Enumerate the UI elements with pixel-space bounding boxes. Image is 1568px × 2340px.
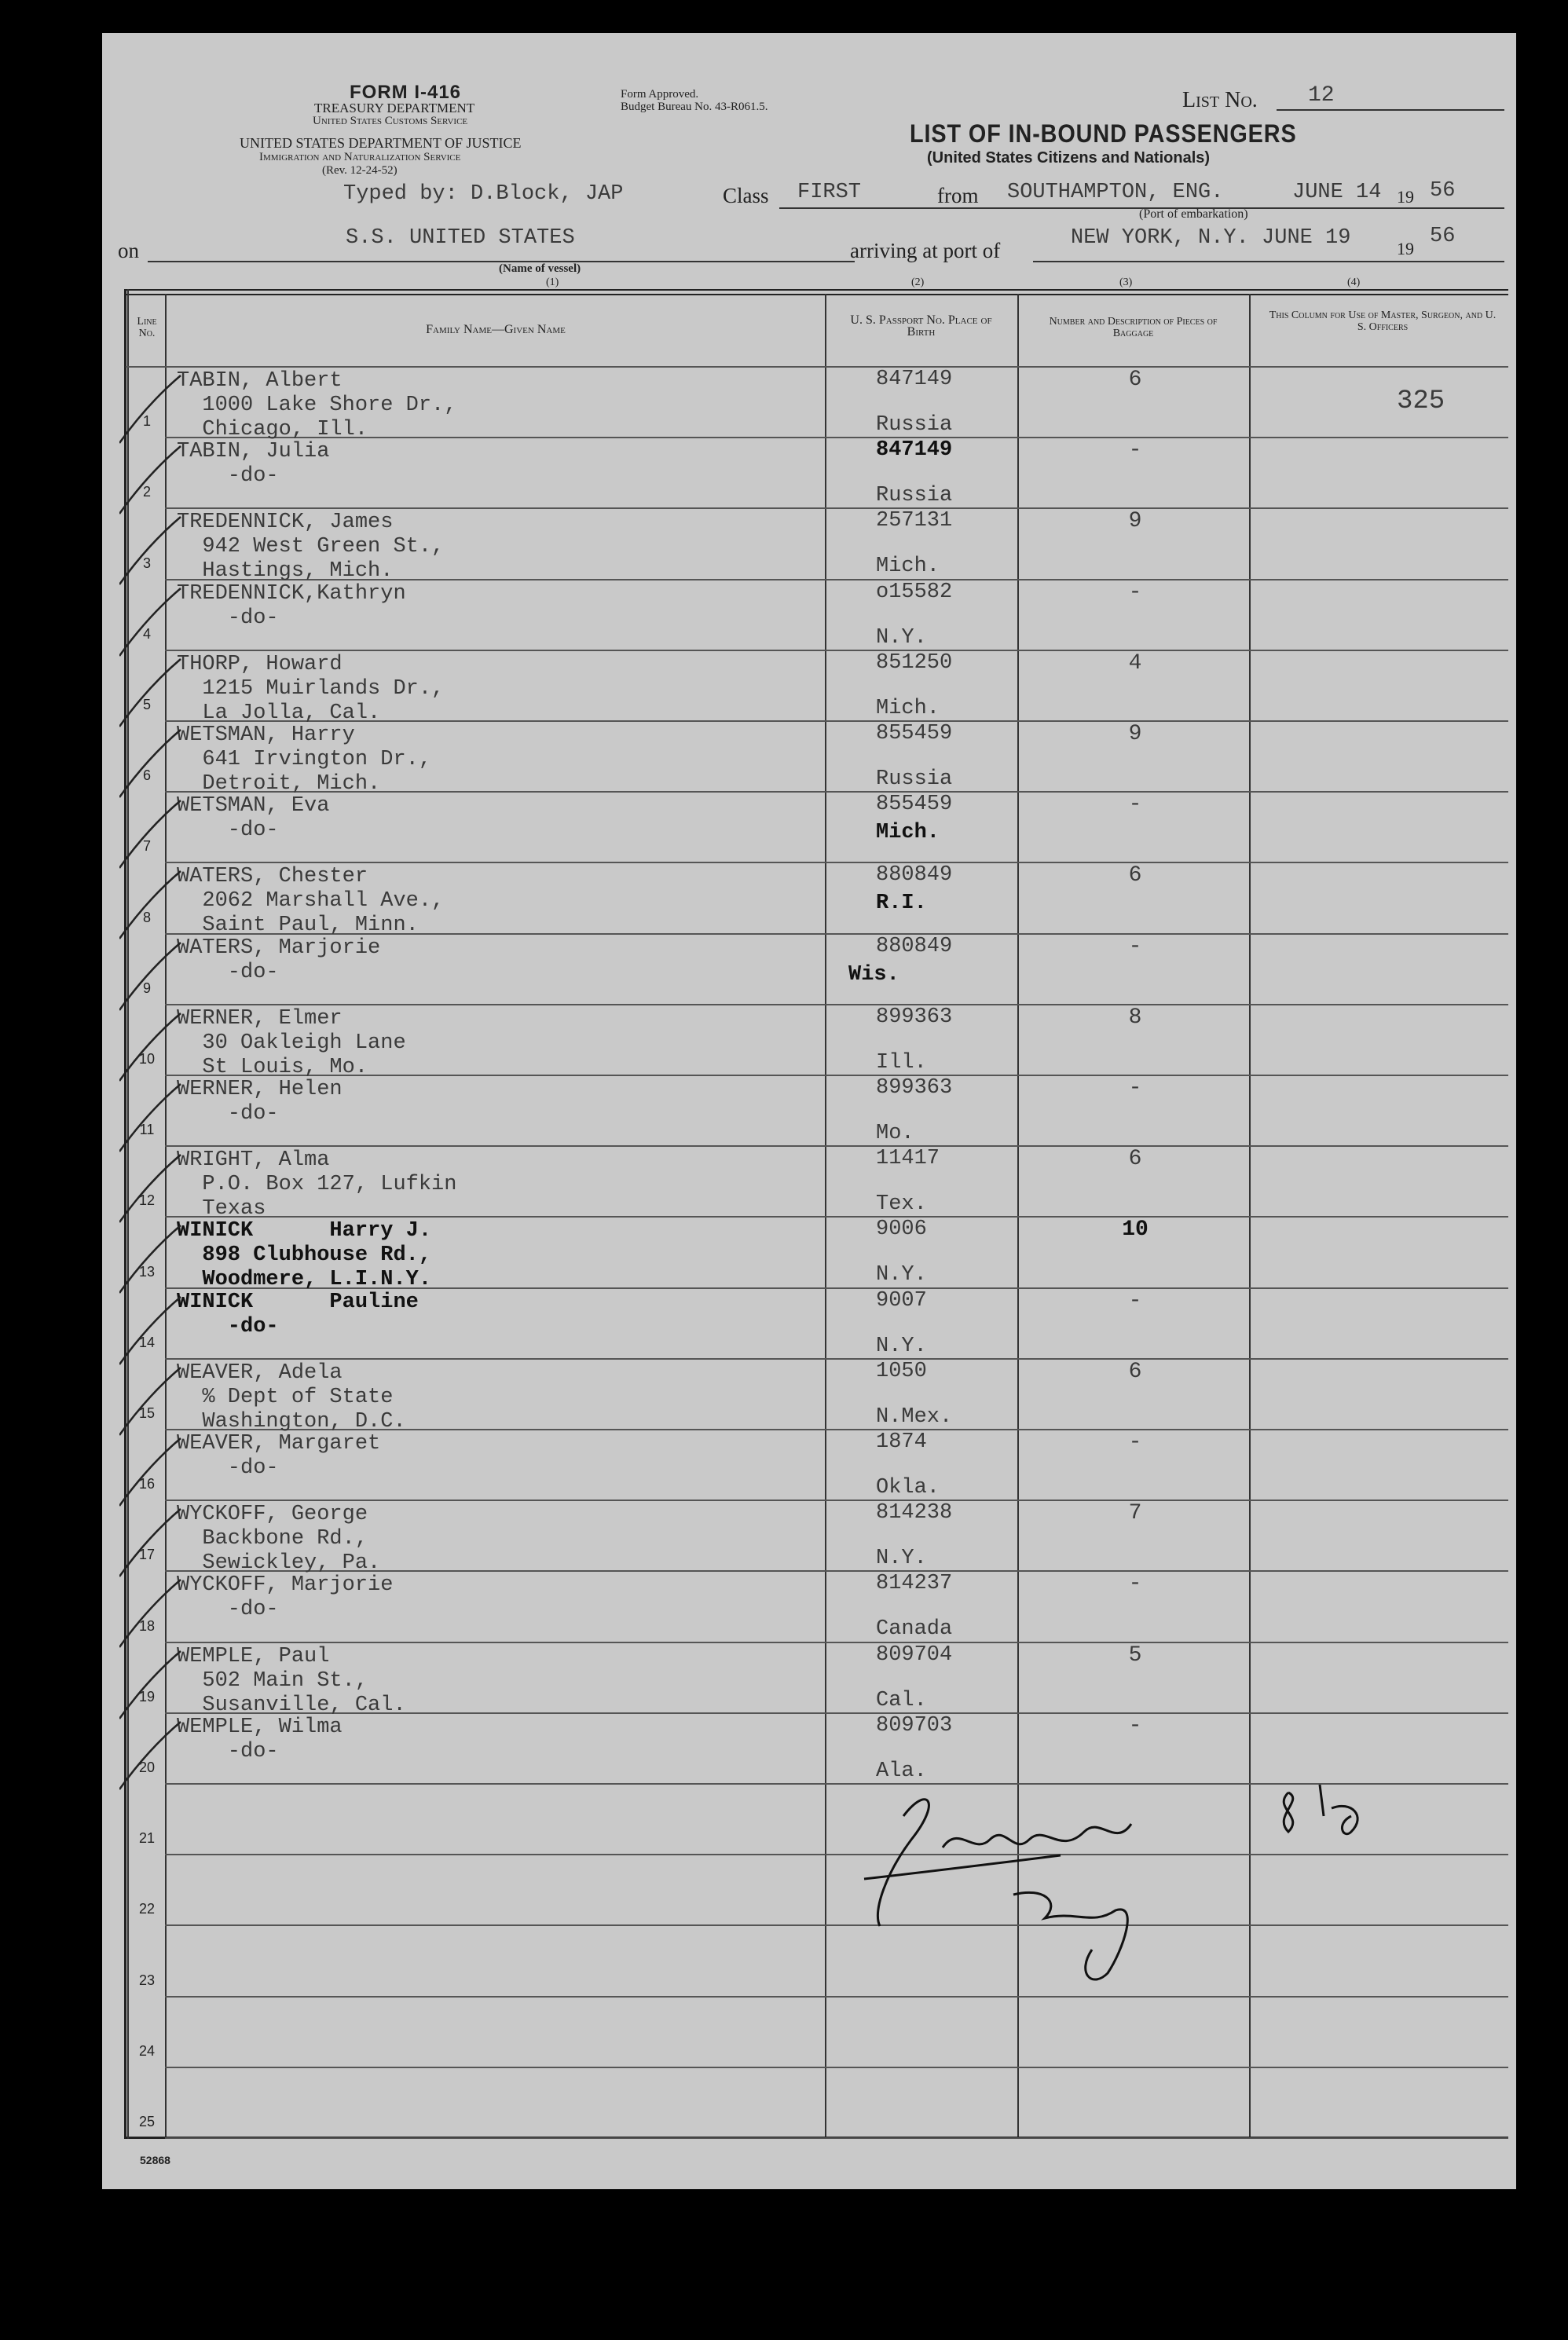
initials-mark [1265, 1769, 1390, 1863]
row-divider [165, 1924, 1508, 1926]
class-label: Class [723, 184, 769, 207]
dept-justice: UNITED STATES DEPARTMENT OF JUSTICE [240, 135, 522, 151]
class-value: FIRST [797, 181, 862, 204]
place-of-birth: N.Y. [876, 1547, 927, 1571]
passport-number: 880849 [876, 863, 953, 888]
passenger-name-line: WETSMAN, Harry [177, 723, 355, 747]
place-of-birth: N.Y. [876, 1334, 927, 1358]
baggage-count: - [1128, 580, 1142, 605]
passenger-name-line: TREDENNICK, James [177, 511, 394, 535]
check-mark [119, 445, 182, 515]
check-mark [119, 799, 182, 870]
form-paper [102, 33, 1516, 2189]
baggage-count: 6 [1128, 863, 1142, 888]
passport-number: 814238 [876, 1501, 953, 1525]
passenger-name-line: WYCKOFF, George [177, 1503, 368, 1527]
place-of-birth: Mo. [876, 1122, 914, 1145]
place-of-birth: Canada [876, 1617, 953, 1642]
header-line-no: Line No. [137, 316, 157, 339]
line-number: 15 [138, 1405, 156, 1421]
place-of-birth: Cal. [876, 1688, 927, 1712]
passenger-name-line: WYCKOFF, Marjorie [177, 1573, 394, 1598]
passenger-name-line: -do- [177, 1456, 279, 1480]
passenger-name-line: WATERS, Marjorie [177, 936, 381, 960]
header-officers: This Column for Use of Master, Surgeon, and U. S. Officers [1269, 309, 1497, 333]
col-num-3: (3) [1119, 276, 1133, 288]
check-mark [119, 1366, 182, 1437]
passport-number: 809704 [876, 1642, 953, 1667]
passenger-name-line: Saint Paul, Minn. [177, 914, 419, 938]
passenger-name-line: La Jolla, Cal. [177, 701, 381, 725]
baggage-count: - [1128, 793, 1142, 818]
line-number: 9 [142, 980, 151, 996]
baggage-count: - [1128, 1288, 1142, 1313]
arrival-port: NEW YORK, N.Y. JUNE 19 [1071, 226, 1351, 250]
embark-date: JUNE 14 [1292, 181, 1382, 204]
row-divider [165, 650, 1508, 651]
passenger-name-line: Backbone Rd., [177, 1527, 368, 1551]
passenger-name-line: 30 Oakleigh Lane [177, 1031, 406, 1055]
row-divider [165, 1500, 1508, 1501]
passenger-name-line: Texas [177, 1197, 266, 1221]
line-number: 23 [138, 1972, 156, 1988]
passenger-name-line: -do- [177, 1598, 279, 1622]
place-of-birth: Russia [876, 413, 953, 437]
footer-code: 52868 [140, 2154, 170, 2166]
passport-number: 880849 [876, 934, 953, 958]
baggage-count: - [1128, 1572, 1142, 1597]
baggage-count: 6 [1128, 1359, 1142, 1384]
baggage-count: - [1128, 438, 1142, 463]
passenger-name-line: -do- [177, 1102, 279, 1126]
passenger-name-line: WEAVER, Adela [177, 1360, 343, 1385]
baggage-count: 6 [1128, 1147, 1142, 1172]
place-of-birth: Okla. [876, 1476, 940, 1500]
baggage-count: 5 [1128, 1642, 1142, 1668]
passenger-name-line: WEAVER, Margaret [177, 1432, 381, 1456]
baggage-count: 8 [1128, 1005, 1142, 1030]
form-number: FORM I-416 [350, 82, 462, 103]
treasury-department: TREASURY DEPARTMENT [314, 101, 475, 115]
arriving-label: arriving at port of [850, 239, 1001, 262]
check-mark [119, 1153, 182, 1224]
passport-number: 855459 [876, 793, 953, 817]
embark-year: 56 [1430, 179, 1456, 203]
passport-number: 899363 [876, 1005, 953, 1029]
baggage-count: 10 [1122, 1218, 1149, 1243]
passenger-name-line: -do- [177, 1314, 279, 1338]
baggage-count: - [1128, 934, 1142, 959]
passenger-name-line: -do- [177, 464, 279, 489]
passenger-name-line: -do- [177, 606, 279, 630]
passenger-name-line: Sewickley, Pa. [177, 1551, 381, 1576]
form-title: LIST OF IN-BOUND PASSENGERS [910, 119, 1297, 148]
passenger-name-line: TREDENNICK,Kathryn [177, 581, 406, 606]
line-number: 4 [142, 625, 151, 642]
place-of-birth: N.Y. [876, 625, 927, 650]
passenger-name-line: -do- [177, 818, 279, 843]
port-of-embarkation: SOUTHAMPTON, ENG. [1007, 181, 1224, 204]
passenger-name-line: P.O. Box 127, Lufkin [177, 1173, 457, 1197]
check-mark [119, 1720, 182, 1791]
row-divider [165, 1358, 1508, 1360]
arrival-year-prefix: 19 [1397, 239, 1414, 258]
col-num-1: (1) [546, 276, 559, 288]
line-number: 25 [138, 2114, 156, 2129]
line-number: 17 [138, 1547, 156, 1563]
passport-number: 9006 [876, 1218, 927, 1242]
inspector-signature [856, 1769, 1249, 1997]
line-number: 13 [138, 1263, 156, 1280]
check-mark [119, 657, 182, 728]
passenger-name-line: St Louis, Mo. [177, 1055, 368, 1079]
form-approved: Form Approved. [621, 88, 699, 101]
check-mark [119, 1650, 182, 1720]
passenger-name-line: TABIN, Julia [177, 440, 330, 464]
place-of-birth: Tex. [876, 1192, 927, 1217]
row-divider [165, 2137, 1508, 2139]
place-of-birth: Mich. [876, 555, 940, 579]
passenger-name-line: Detroit, Mich. [177, 772, 381, 796]
row-divider [165, 1996, 1508, 1998]
passenger-name-line: WRIGHT, Alma [177, 1148, 330, 1173]
col-num-4: (4) [1347, 276, 1361, 288]
check-mark [119, 1507, 182, 1578]
row-divider [165, 862, 1508, 863]
passenger-name-line: 942 West Green St., [177, 535, 445, 559]
customs-service: United States Customs Service [313, 115, 468, 127]
passport-number: 9007 [876, 1288, 927, 1313]
embark-year-prefix: 19 [1397, 187, 1414, 207]
passport-number: 851250 [876, 650, 953, 675]
check-mark [119, 1578, 182, 1649]
port-embark-caption: (Port of embarkation) [1139, 207, 1248, 221]
revision: (Rev. 12-24-52) [322, 164, 397, 177]
place-of-birth: Wis. [848, 962, 899, 987]
form-subtitle: (United States Citizens and Nationals) [927, 149, 1211, 167]
check-mark [119, 1082, 182, 1153]
check-mark [119, 1437, 182, 1507]
passenger-name-line: -do- [177, 1739, 279, 1763]
officer-note: 325 [1397, 386, 1445, 416]
budget-bureau: Budget Bureau No. 43-R061.5. [621, 101, 768, 113]
passenger-name-line: WETSMAN, Eva [177, 794, 330, 818]
passenger-name-line: 898 Clubhouse Rd., [177, 1243, 432, 1268]
passport-number: 809703 [876, 1713, 953, 1738]
line-number: 11 [139, 1122, 155, 1138]
passenger-name-line: WERNER, Helen [177, 1078, 343, 1101]
check-mark [119, 1224, 182, 1295]
check-mark [119, 515, 182, 586]
row-divider [165, 1216, 1508, 1218]
passenger-name-line: % Dept of State [177, 1385, 394, 1409]
check-mark [119, 1295, 182, 1366]
passenger-name-line: 1215 Muirlands Dr., [177, 676, 445, 701]
passport-number: 899363 [876, 1076, 953, 1100]
header-baggage: Number and Description of Pieces of Baggage [1049, 316, 1218, 339]
baggage-count: 7 [1128, 1501, 1142, 1526]
check-mark [119, 374, 182, 445]
row-divider [165, 1145, 1508, 1147]
passport-number: 1874 [876, 1430, 927, 1454]
col-num-2: (2) [911, 276, 925, 288]
line-number: 2 [142, 484, 151, 500]
vessel-caption: (Name of vessel) [499, 262, 581, 275]
passenger-name-line: Susanville, Cal. [177, 1693, 406, 1717]
passport-number: 847149 [876, 438, 953, 463]
passenger-name-line: -do- [177, 960, 279, 984]
passenger-name-line: WATERS, Chester [177, 865, 368, 889]
arrival-year: 56 [1430, 225, 1456, 248]
passenger-name-line: WINICK Pauline [177, 1290, 419, 1314]
line-number: 3 [142, 555, 151, 571]
line-number: 24 [138, 2042, 156, 2059]
baggage-count: - [1128, 1076, 1142, 1100]
passport-number: 1050 [876, 1359, 927, 1383]
place-of-birth: Ill. [876, 1050, 927, 1075]
line-number: 21 [138, 1830, 156, 1847]
row-divider [165, 1642, 1508, 1643]
passenger-name-line: 641 Irvington Dr., [177, 748, 432, 771]
check-mark [119, 941, 182, 1012]
header-passport: U. S. Passport No. Place of Birth [850, 313, 992, 339]
place-of-birth: Russia [876, 484, 953, 508]
header-name: Family Name—Given Name [426, 323, 566, 336]
baggage-count: 4 [1128, 650, 1142, 676]
passenger-name-line: 2062 Marshall Ave., [177, 889, 445, 914]
passenger-name-line: WINICK Harry J. [177, 1219, 432, 1243]
typed-by: Typed by: D.Block, JAP [343, 182, 624, 206]
place-of-birth: Mich. [876, 821, 940, 845]
list-no-value: 12 [1308, 83, 1335, 108]
place-of-birth: Mich. [876, 696, 940, 720]
passenger-name-line: Woodmere, L.I.N.Y. [177, 1268, 432, 1292]
place-of-birth: Russia [876, 767, 953, 791]
passenger-name-line: 1000 Lake Shore Dr., [177, 394, 457, 417]
passenger-name-line: TABIN, Albert [177, 369, 343, 393]
place-of-birth: Ala. [876, 1759, 927, 1783]
baggage-count: 9 [1128, 722, 1142, 746]
line-number: 19 [138, 1688, 156, 1705]
passenger-name-line: Hastings, Mich. [177, 559, 394, 584]
vessel-name: S.S. UNITED STATES [346, 226, 575, 250]
passport-number: 847149 [876, 368, 953, 391]
from-label: from [937, 184, 979, 207]
row-divider [165, 1004, 1508, 1005]
baggage-count: - [1128, 1430, 1142, 1455]
line-number: 10 [138, 1051, 156, 1067]
passport-number: 257131 [876, 509, 953, 533]
on-label: on [118, 239, 139, 262]
place-of-birth: R.I. [876, 892, 927, 916]
check-mark [119, 587, 182, 657]
passenger-name-line: WEMPLE, Wilma [177, 1715, 343, 1739]
check-mark [119, 1012, 182, 1082]
ins: Immigration and Naturalization Service [259, 151, 461, 163]
line-number: 5 [142, 697, 151, 712]
line-number: 18 [138, 1617, 156, 1634]
passenger-name-line: WEMPLE, Paul [177, 1644, 330, 1668]
baggage-count: 6 [1128, 368, 1142, 392]
check-mark [119, 870, 182, 940]
passenger-name-line: 502 Main St., [177, 1668, 368, 1693]
line-number: 14 [138, 1334, 156, 1350]
line-number: 1 [142, 413, 151, 430]
row-divider [165, 507, 1508, 509]
row-divider [165, 2067, 1508, 2068]
passenger-name-line: Washington, D.C. [177, 1409, 406, 1434]
passport-number: 11417 [876, 1147, 940, 1171]
baggage-count: - [1128, 1713, 1142, 1738]
line-number: 12 [138, 1192, 156, 1209]
passport-number: 855459 [876, 722, 953, 745]
passport-number: o15582 [876, 580, 953, 604]
list-no-label: List No. [1182, 88, 1258, 112]
line-number: 7 [142, 838, 151, 855]
line-number: 6 [142, 767, 151, 784]
place-of-birth: N.Y. [876, 1263, 927, 1287]
baggage-count: 9 [1128, 509, 1142, 534]
passenger-name-line: Chicago, Ill. [177, 418, 368, 441]
line-number: 16 [138, 1476, 156, 1492]
passenger-name-line: THORP, Howard [177, 652, 343, 676]
passport-number: 814237 [876, 1572, 953, 1596]
line-number: 20 [138, 1760, 156, 1775]
place-of-birth: N.Mex. [876, 1404, 953, 1429]
line-number: 22 [138, 1901, 156, 1917]
line-number: 8 [142, 909, 151, 925]
passenger-name-line: WERNER, Elmer [177, 1006, 343, 1031]
check-mark [119, 728, 182, 799]
